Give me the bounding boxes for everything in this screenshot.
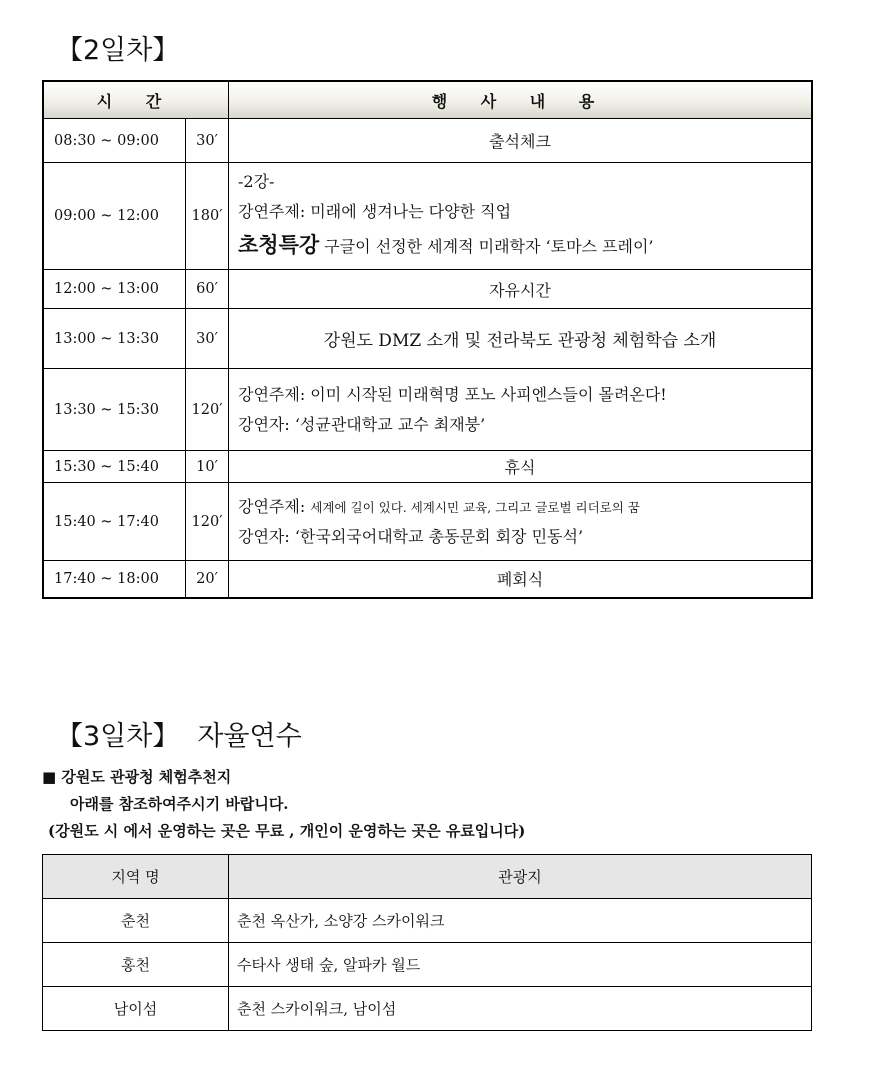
row-spot: 춘천 옥산가, 소양강 스카이워크: [229, 899, 812, 943]
topic-text: 세계에 길이 있다. 세계시민 교육, 그리고 글로벌 리더로의 꿈: [310, 499, 640, 515]
table-row: [43, 483, 812, 561]
header-time: 시 간: [43, 81, 229, 119]
row-content: 자유시간: [229, 270, 813, 309]
table-header-row: [43, 81, 812, 119]
day3-subtitle: 자율연수: [197, 721, 302, 752]
table-row: [43, 163, 812, 270]
header-event: 행 사 내 용: [229, 81, 813, 119]
row-content: 휴식: [229, 451, 813, 483]
row-spot: 수타사 생태 숲, 알파카 월드: [229, 943, 812, 987]
table-row: [43, 270, 812, 309]
row-content: [229, 369, 813, 451]
row-time: 17:40 ~ 18:00: [43, 561, 186, 598]
table-row: [43, 309, 812, 369]
special-label: 초청특강: [238, 233, 320, 258]
table-row: [43, 899, 812, 943]
row-time: 09:00 ~ 12:00: [43, 163, 186, 270]
lecture-speaker: 강연자: ‘한국외국어대학교 총동문회 회장 민동석’: [238, 526, 584, 546]
table-row: [43, 943, 812, 987]
row-content: 강원도 DMZ 소개 및 전라북도 관광청 체험학습 소개: [229, 309, 813, 369]
day3-spots-table: [42, 854, 812, 1031]
table-row: [43, 561, 812, 598]
day2-schedule-table: [42, 80, 813, 599]
row-duration: 30′: [186, 309, 229, 369]
row-spot: 춘천 스카이워크, 남이섬: [229, 987, 812, 1031]
day3-label: 【3일차】: [56, 721, 180, 752]
row-region: 남이섬: [43, 987, 229, 1031]
day3-notes: [42, 764, 525, 845]
row-duration: 60′: [186, 270, 229, 309]
table-row: [43, 119, 812, 163]
lecture-topic: 강연주제: 이미 시작된 미래혁명 포노 사피엔스들이 몰려온다!: [238, 384, 667, 404]
lecture-topic: 강연주제: 미래에 생겨나는 다양한 직업: [238, 201, 512, 221]
row-time: 13:30 ~ 15:30: [43, 369, 186, 451]
row-time: 13:00 ~ 13:30: [43, 309, 186, 369]
lecture-number: -2강-: [238, 171, 275, 191]
table-row: [43, 987, 812, 1031]
row-time: 15:30 ~ 15:40: [43, 451, 186, 483]
row-duration: 120′: [186, 369, 229, 451]
special-lecture: [238, 226, 805, 265]
row-duration: 30′: [186, 119, 229, 163]
note-fee-info: (강원도 시 에서 운영하는 곳은 무료 , 개인이 운영하는 곳은 유료입니다): [48, 822, 526, 840]
note-heading: ■ 강원도 관광청 체험추천지: [42, 768, 232, 786]
row-time: 08:30 ~ 09:00: [43, 119, 186, 163]
row-time: 12:00 ~ 13:00: [43, 270, 186, 309]
row-duration: 180′: [186, 163, 229, 270]
topic-label: 강연주제:: [238, 496, 306, 516]
note-instruction: 아래를 참조하여주시기 바랍니다.: [70, 795, 289, 813]
row-content: 출석체크: [229, 119, 813, 163]
row-time: 15:40 ~ 17:40: [43, 483, 186, 561]
lecture-topic: [238, 492, 805, 522]
special-speaker: 구글이 선정한 세계적 미래학자 ‘토마스 프레이’: [324, 237, 654, 257]
day2-title: 【2일차】: [56, 35, 180, 66]
table-row: [43, 451, 812, 483]
row-content: [229, 483, 813, 561]
row-duration: 10′: [186, 451, 229, 483]
row-duration: 120′: [186, 483, 229, 561]
header-region: 지역 명: [43, 855, 229, 899]
header-spot: 관광지: [229, 855, 812, 899]
row-region: 춘천: [43, 899, 229, 943]
lecture-speaker: 강연자: ‘성균관대학교 교수 최재붕’: [238, 414, 486, 434]
row-duration: 20′: [186, 561, 229, 598]
row-content: [229, 163, 813, 270]
row-content: 폐회식: [229, 561, 813, 598]
row-region: 홍천: [43, 943, 229, 987]
table-header-row: [43, 855, 812, 899]
day3-title: [56, 714, 302, 753]
table-row: [43, 369, 812, 451]
